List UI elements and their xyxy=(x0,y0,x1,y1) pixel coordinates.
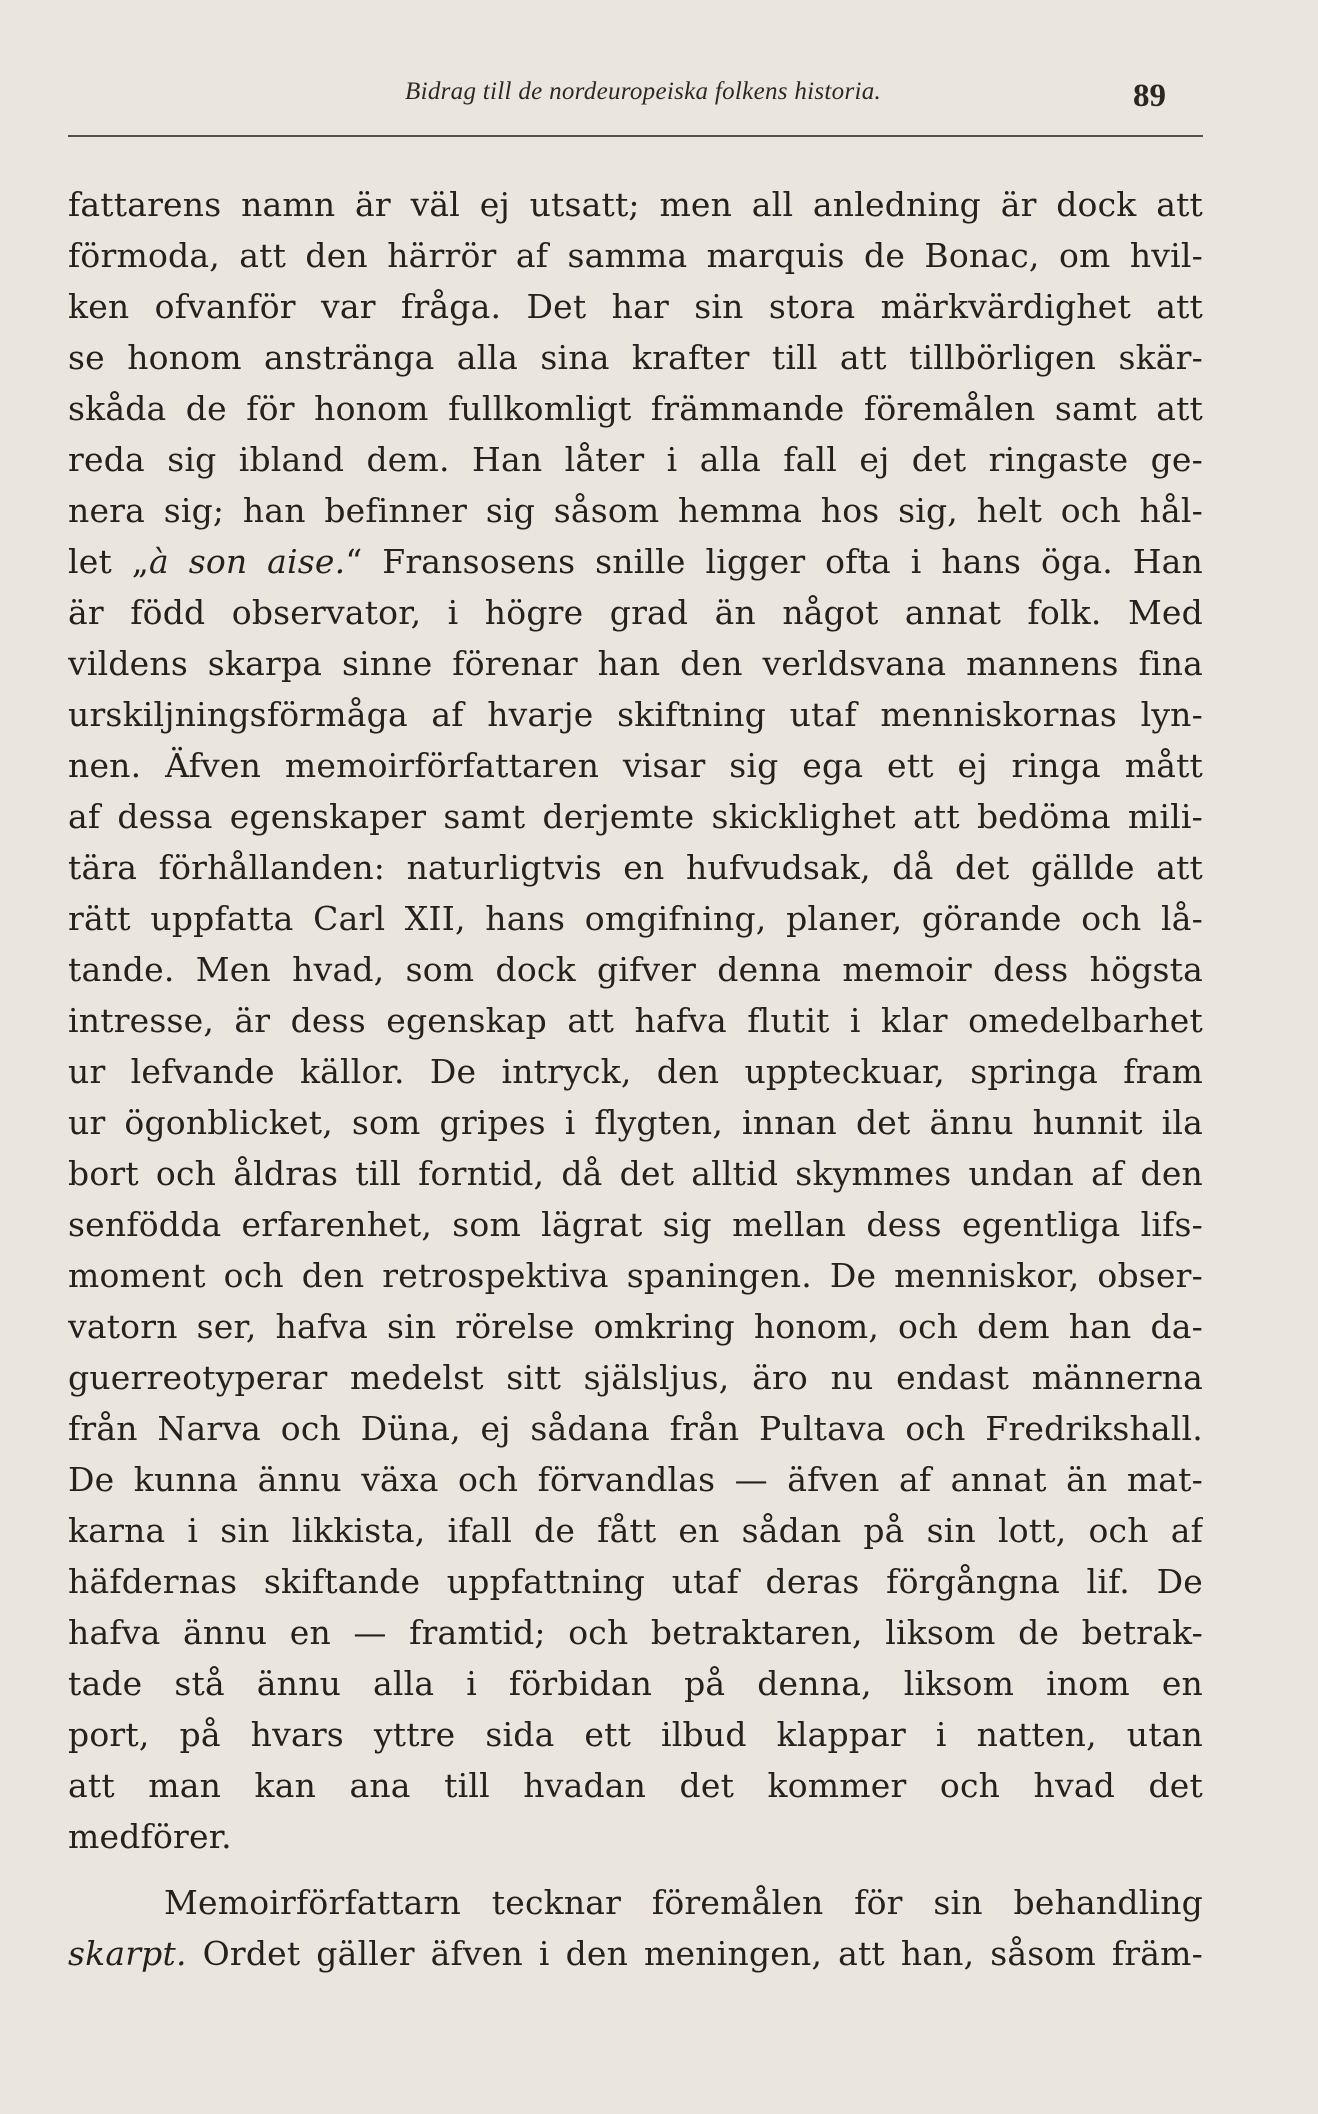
header-rule xyxy=(68,135,1203,137)
text-line: vildens skarpa sinne förenar han den verldsvana mannens fina xyxy=(68,644,1203,683)
text-line: karna i sin likkista, ifall de fått en sådan på sin lott, och af xyxy=(68,1511,1203,1550)
text-line: De kunna ännu växa och förvandlas — äfven af annat än mat- xyxy=(68,1460,1203,1499)
text-line: tande. Men hvad, som dock gifver denna memoir dess högsta xyxy=(68,950,1203,989)
text-line: port, på hvars yttre sida ett ilbud klappar i natten, utan xyxy=(68,1715,1203,1754)
text-line: se honom anstränga alla sina krafter till att tillbörligen skär- xyxy=(68,338,1203,377)
text-line: guerreotyperar medelst sitt själsljus, äro nu endast männerna xyxy=(68,1358,1203,1397)
text-line: ur ögonblicket, som gripes i flygten, innan det ännu hunnit ila xyxy=(68,1103,1203,1142)
text-line: rätt uppfatta Carl XII, hans omgifning, planer, görande och lå- xyxy=(68,899,1203,938)
text-line: fattarens namn är väl ej utsatt; men all anledning är dock att xyxy=(68,185,1203,224)
text-line: Memoirförfattarn tecknar föremålen för sin behandling xyxy=(164,1883,1203,1922)
text-line: reda sig ibland dem. Han låter i alla fall ej det ringaste ge- xyxy=(68,440,1203,479)
page-number: 89 xyxy=(1133,78,1166,114)
text-line: af dessa egenskaper samt derjemte skicklighet att bedöma mili- xyxy=(68,797,1203,836)
text-line: vatorn ser, hafva sin rörelse omkring honom, och dem han da- xyxy=(68,1307,1203,1346)
text-line xyxy=(68,1928,1203,1979)
text-run: “ Fransosens snille ligger ofta i hans öga. Han xyxy=(345,542,1203,581)
italic-phrase: skarpt. xyxy=(68,1934,187,1973)
text-line: är född observator, i högre grad än något annat folk. Med xyxy=(68,593,1203,632)
text-line: medförer. xyxy=(68,1817,232,1856)
text-line: att man kan ana till hvadan det kommer och hvad det xyxy=(68,1766,1203,1805)
text-run: Ordet gäller äfven i den meningen, att han, såsom främ- xyxy=(186,1934,1203,1973)
text-line: skåda de för honom fullkomligt främmande föremålen samt att xyxy=(68,389,1203,428)
text-line: senfödda erfarenhet, som lägrat sig mellan dess egentliga lifs- xyxy=(68,1205,1203,1244)
text-line: moment och den retrospektiva spaningen. De menniskor, obser- xyxy=(68,1256,1203,1295)
text-line: häfdernas skiftande uppfattning utaf deras förgångna lif. De xyxy=(68,1562,1203,1601)
text-line: ur lefvande källor. De intryck, den uppteckuar, springa fram xyxy=(68,1052,1203,1091)
text-line: urskiljningsförmåga af hvarje skiftning utaf menniskornas lyn- xyxy=(68,695,1203,734)
text-line: hafva ännu en — framtid; och betraktaren, liksom de betrak- xyxy=(68,1613,1203,1652)
body-text xyxy=(68,179,1203,1979)
text-line: bort och åldras till forntid, då det alltid skymmes undan af den xyxy=(68,1154,1203,1193)
text-line xyxy=(68,536,1203,587)
text-line: ken ofvanför var fråga. Det har sin stora märkvärdighet att xyxy=(68,287,1203,326)
text-run: let „ xyxy=(68,542,150,581)
text-line: tade stå ännu alla i förbidan på denna, liksom inom en xyxy=(68,1664,1203,1703)
text-line: nera sig; han befinner sig såsom hemma hos sig, helt och hål- xyxy=(68,491,1203,530)
text-line: nen. Äfven memoirförfattaren visar sig ega ett ej ringa mått xyxy=(68,746,1203,785)
text-line: från Narva och Düna, ej sådana från Pultava och Fredrikshall. xyxy=(68,1409,1203,1448)
text-line: intresse, är dess egenskap att hafva flutit i klar omedelbarhet xyxy=(68,1001,1203,1040)
italic-phrase: à son aise. xyxy=(149,542,346,581)
text-line: tära förhållanden: naturligtvis en hufvudsak, då det gällde att xyxy=(68,848,1203,887)
text-line: förmoda, att den härrör af samma marquis de Bonac, om hvil- xyxy=(68,236,1203,275)
running-title: Bidrag till de nordeuropeiska folkens historia. xyxy=(405,78,882,105)
